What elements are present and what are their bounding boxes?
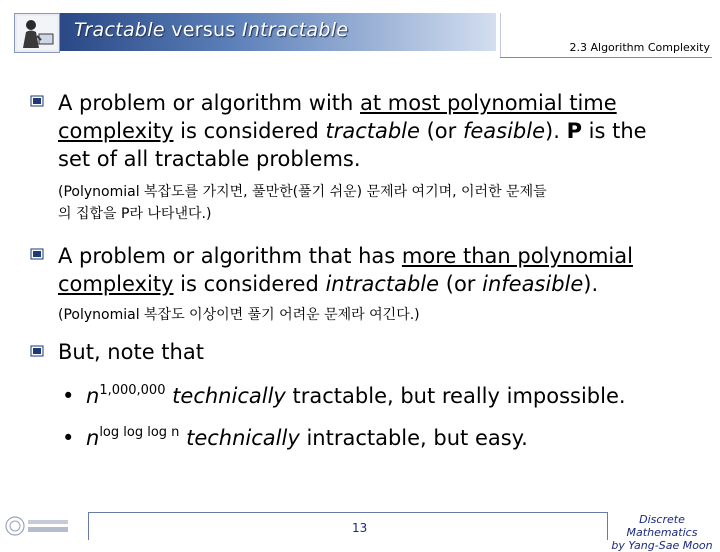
- exponent: log log log n: [99, 425, 180, 440]
- title-tractable: Tractable: [74, 19, 165, 41]
- text-span: (or: [419, 119, 463, 143]
- italic-term: infeasible: [482, 272, 584, 296]
- text-span: intractable, but easy.: [299, 426, 528, 450]
- subitem-tractable-example: [62, 382, 626, 410]
- underlined-phrase: at most polynomial time: [360, 91, 617, 115]
- text-span: tractable, but really impossible.: [285, 384, 626, 408]
- italic-term: technically: [186, 426, 300, 450]
- bullet-icon: [30, 95, 44, 107]
- underlined-phrase: complexity: [58, 119, 174, 143]
- exponent: 1,000,000: [99, 383, 166, 398]
- note-line: (Polynomial 복잡도를 가지면, 풀만한(풀기 쉬운) 문제라 여기며, 이러한 문제들: [58, 184, 547, 200]
- footer-divider: [88, 512, 608, 513]
- bullet-icon: [30, 248, 44, 260]
- title-intractable: Intractable: [241, 19, 349, 41]
- bullet-icon: [30, 345, 44, 357]
- italic-term: intractable: [325, 272, 440, 296]
- note-korean-1: [58, 181, 698, 225]
- page-number: 13: [352, 521, 368, 535]
- course-author: by Yang-Sae Moon: [611, 539, 713, 552]
- text-span: ).: [583, 272, 599, 296]
- bullet-note-that: But, note that: [58, 340, 204, 364]
- variable-n: n: [86, 426, 100, 450]
- course-title: Discrete Mathematics: [626, 513, 698, 539]
- section-label: 2.3 Algorithm Complexity: [569, 41, 710, 54]
- bullet-tractable: [58, 89, 698, 173]
- text-span: (or: [439, 272, 483, 296]
- text-span: is considered: [173, 119, 326, 143]
- italic-term: technically: [172, 384, 286, 408]
- footer-left-divider: [88, 512, 89, 540]
- note-line: (Polynomial 복잡도 이상이면 풀기 어려운 문제라 여긴다.): [58, 307, 420, 323]
- university-logo-icon: [4, 515, 72, 537]
- variable-n: n: [86, 384, 100, 408]
- italic-term: feasible: [462, 119, 546, 143]
- text-span: is considered: [173, 272, 326, 296]
- text-span: A problem or algorithm with: [58, 91, 361, 115]
- text-span: A problem or algorithm that has: [58, 244, 402, 268]
- text-span: ).: [545, 119, 567, 143]
- sub-bullet-dot: •: [62, 384, 75, 408]
- title-versus: versus: [164, 19, 242, 41]
- note-line: 의 집합을 P라 나타낸다.): [58, 206, 212, 222]
- sub-bullet-dot: •: [62, 426, 75, 450]
- text-span: is the: [581, 119, 647, 143]
- bullet-intractable: [58, 242, 698, 298]
- italic-term: tractable: [325, 119, 420, 143]
- note-korean-2: [58, 304, 698, 326]
- subitem-intractable-example: [62, 424, 528, 452]
- text-line: set of all tractable problems.: [58, 147, 361, 171]
- underlined-phrase: complexity: [58, 272, 174, 296]
- course-credit: [606, 513, 718, 552]
- bold-term: P: [566, 119, 582, 143]
- underlined-phrase: more than polynomial: [401, 244, 633, 268]
